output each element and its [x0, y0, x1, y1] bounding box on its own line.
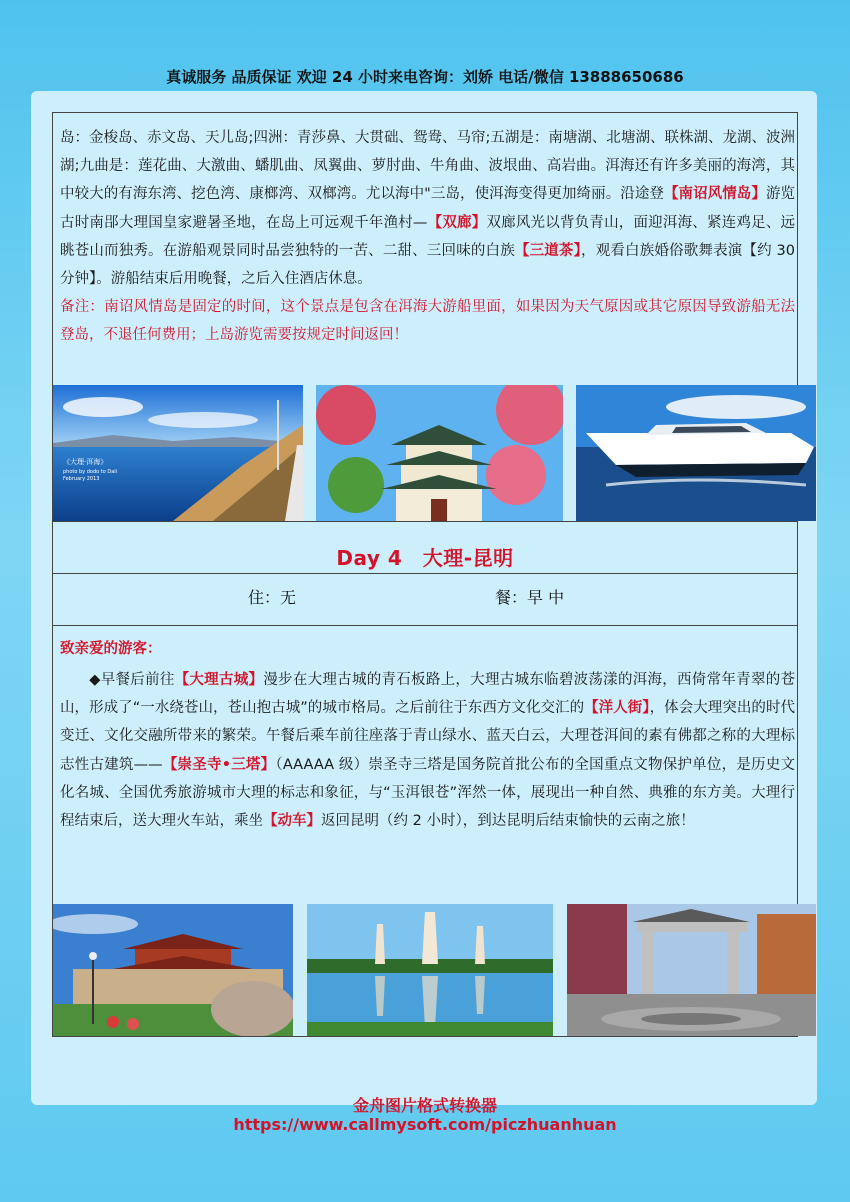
day-paragraph: [60, 666, 795, 835]
photo-old-town-street: [567, 904, 816, 1036]
highlight-foreigner-street: 【洋人街】: [584, 700, 650, 717]
intro-paragraph: [60, 124, 795, 350]
highlight-nanzhao-island: 【南诏风情岛】: [663, 186, 766, 203]
greeting: 致亲爱的游客：: [60, 641, 162, 657]
intro-text-1: 岛：金梭岛、赤文岛、天儿岛;四洲：青莎鼻、大贯础、鸳鸯、马帘;五湖是：南塘湖、北塘湖、联株湖、龙湖、波洲湖;九曲是：莲花曲、大激曲、蟠肌曲、凤翼曲、萝肘曲、牛角曲、波垠曲、高岩曲。洱海还有许多美丽的海湾，其中较大的有海东湾、挖色湾、康榔湾、双榔湾。尤以海中"三岛，使洱海变得更加绮丽。沿途登: [60, 130, 795, 203]
divider: [52, 573, 798, 574]
day-text-4: （AAAAA 级）崇圣寺三塔是国务院首批公布的全国重点文物保护单位，是历史文化名城、全国优秀旅游城市大理的标志和象征，与“玉洱银苍”浑然一体，展现出一种自然、典雅的东方美。大理行程结束后，送大理火车站，乘坐: [60, 756, 795, 830]
photo-caption: photo by dodo to Dali February 2013: [63, 469, 118, 482]
highlight-dali-old-town: 【大理古城】: [174, 672, 264, 688]
day-title: Day 4 大理-昆明: [336, 546, 514, 570]
meals-label: 餐：早 中: [495, 588, 565, 607]
accommodation-label: 住：无: [248, 588, 297, 607]
photo-dali-gate: [53, 904, 293, 1036]
highlight-three-pagodas: 【崇圣寺•三塔】: [162, 756, 276, 773]
highlight-bullet-train: 【动车】: [263, 813, 321, 830]
day-text-5: 返回昆明（约 2 小时），到达昆明后结束愉快的云南之旅！: [321, 813, 695, 830]
divider: [52, 521, 798, 522]
photo-yacht: [576, 385, 816, 521]
intro-text-3: 双廊风光以背负青山，面迎洱海、紧连鸡足、远眺苍山而独秀。在游船观景同时品尝独特的一苦、二甜、三回味的白族: [60, 214, 796, 259]
day-text-2: 漫步在大理古城的青石板路上，大理古城东临碧波荡漾的洱海，西倚常年青翠的苍山，形成了“一水绕苍山，苍山抱古城”的城市格局。之后前往于东西方文化交汇的: [60, 672, 796, 717]
intro-text-2: 游览古时南郘大理国皇家避暑圣地，在岛上可远观千年渔村—: [60, 186, 796, 231]
photo-stamp: 《大理·洱海》: [63, 458, 108, 466]
divider: [52, 625, 798, 626]
day-text-3: ，体会大理突出的时代变迁、文化交融所带来的繁荣。午餐后乘车前往座落于青山绿水、蓝天白云，大理苍洱间的素有佛都之称的大理标志性古建筑——: [60, 700, 796, 773]
highlight-three-course-tea: 【三道茶】: [514, 242, 582, 259]
photo-nanzhao-pavilion: [316, 385, 563, 521]
intro-text-4: ，观看白族婚俗歌舞表演【约 30 分钟】。游船结束后用晚餐，之后入住酒店休息。: [60, 242, 796, 288]
photo-three-pagodas-reflection: [307, 904, 553, 1036]
footer-watermark-url[interactable]: https://www.callmysoft.com/piczhuanhuan: [233, 1115, 617, 1134]
remark-note: 备注：南诏风情岛是固定的时间，这个景点是包含在洱海大游船里面，如果因为天气原因或其它原因导致游船无法登岛，不退任何费用；上岛游览需要按规定时间返回！: [60, 299, 795, 344]
day-text-1: 早餐后前往: [100, 672, 175, 688]
highlight-shuanglang: 【双廊】: [427, 214, 487, 231]
footer-watermark-title: 金舟图片格式转换器: [352, 1096, 497, 1115]
photo-erhai-lake-road: [53, 385, 303, 521]
contact-header: 真诚服务 品质保证 欢迎 24 小时来电咨询：刘娇 电话/微信 13888650686: [166, 68, 684, 86]
bullet-diamond-icon: ◆: [89, 672, 101, 688]
